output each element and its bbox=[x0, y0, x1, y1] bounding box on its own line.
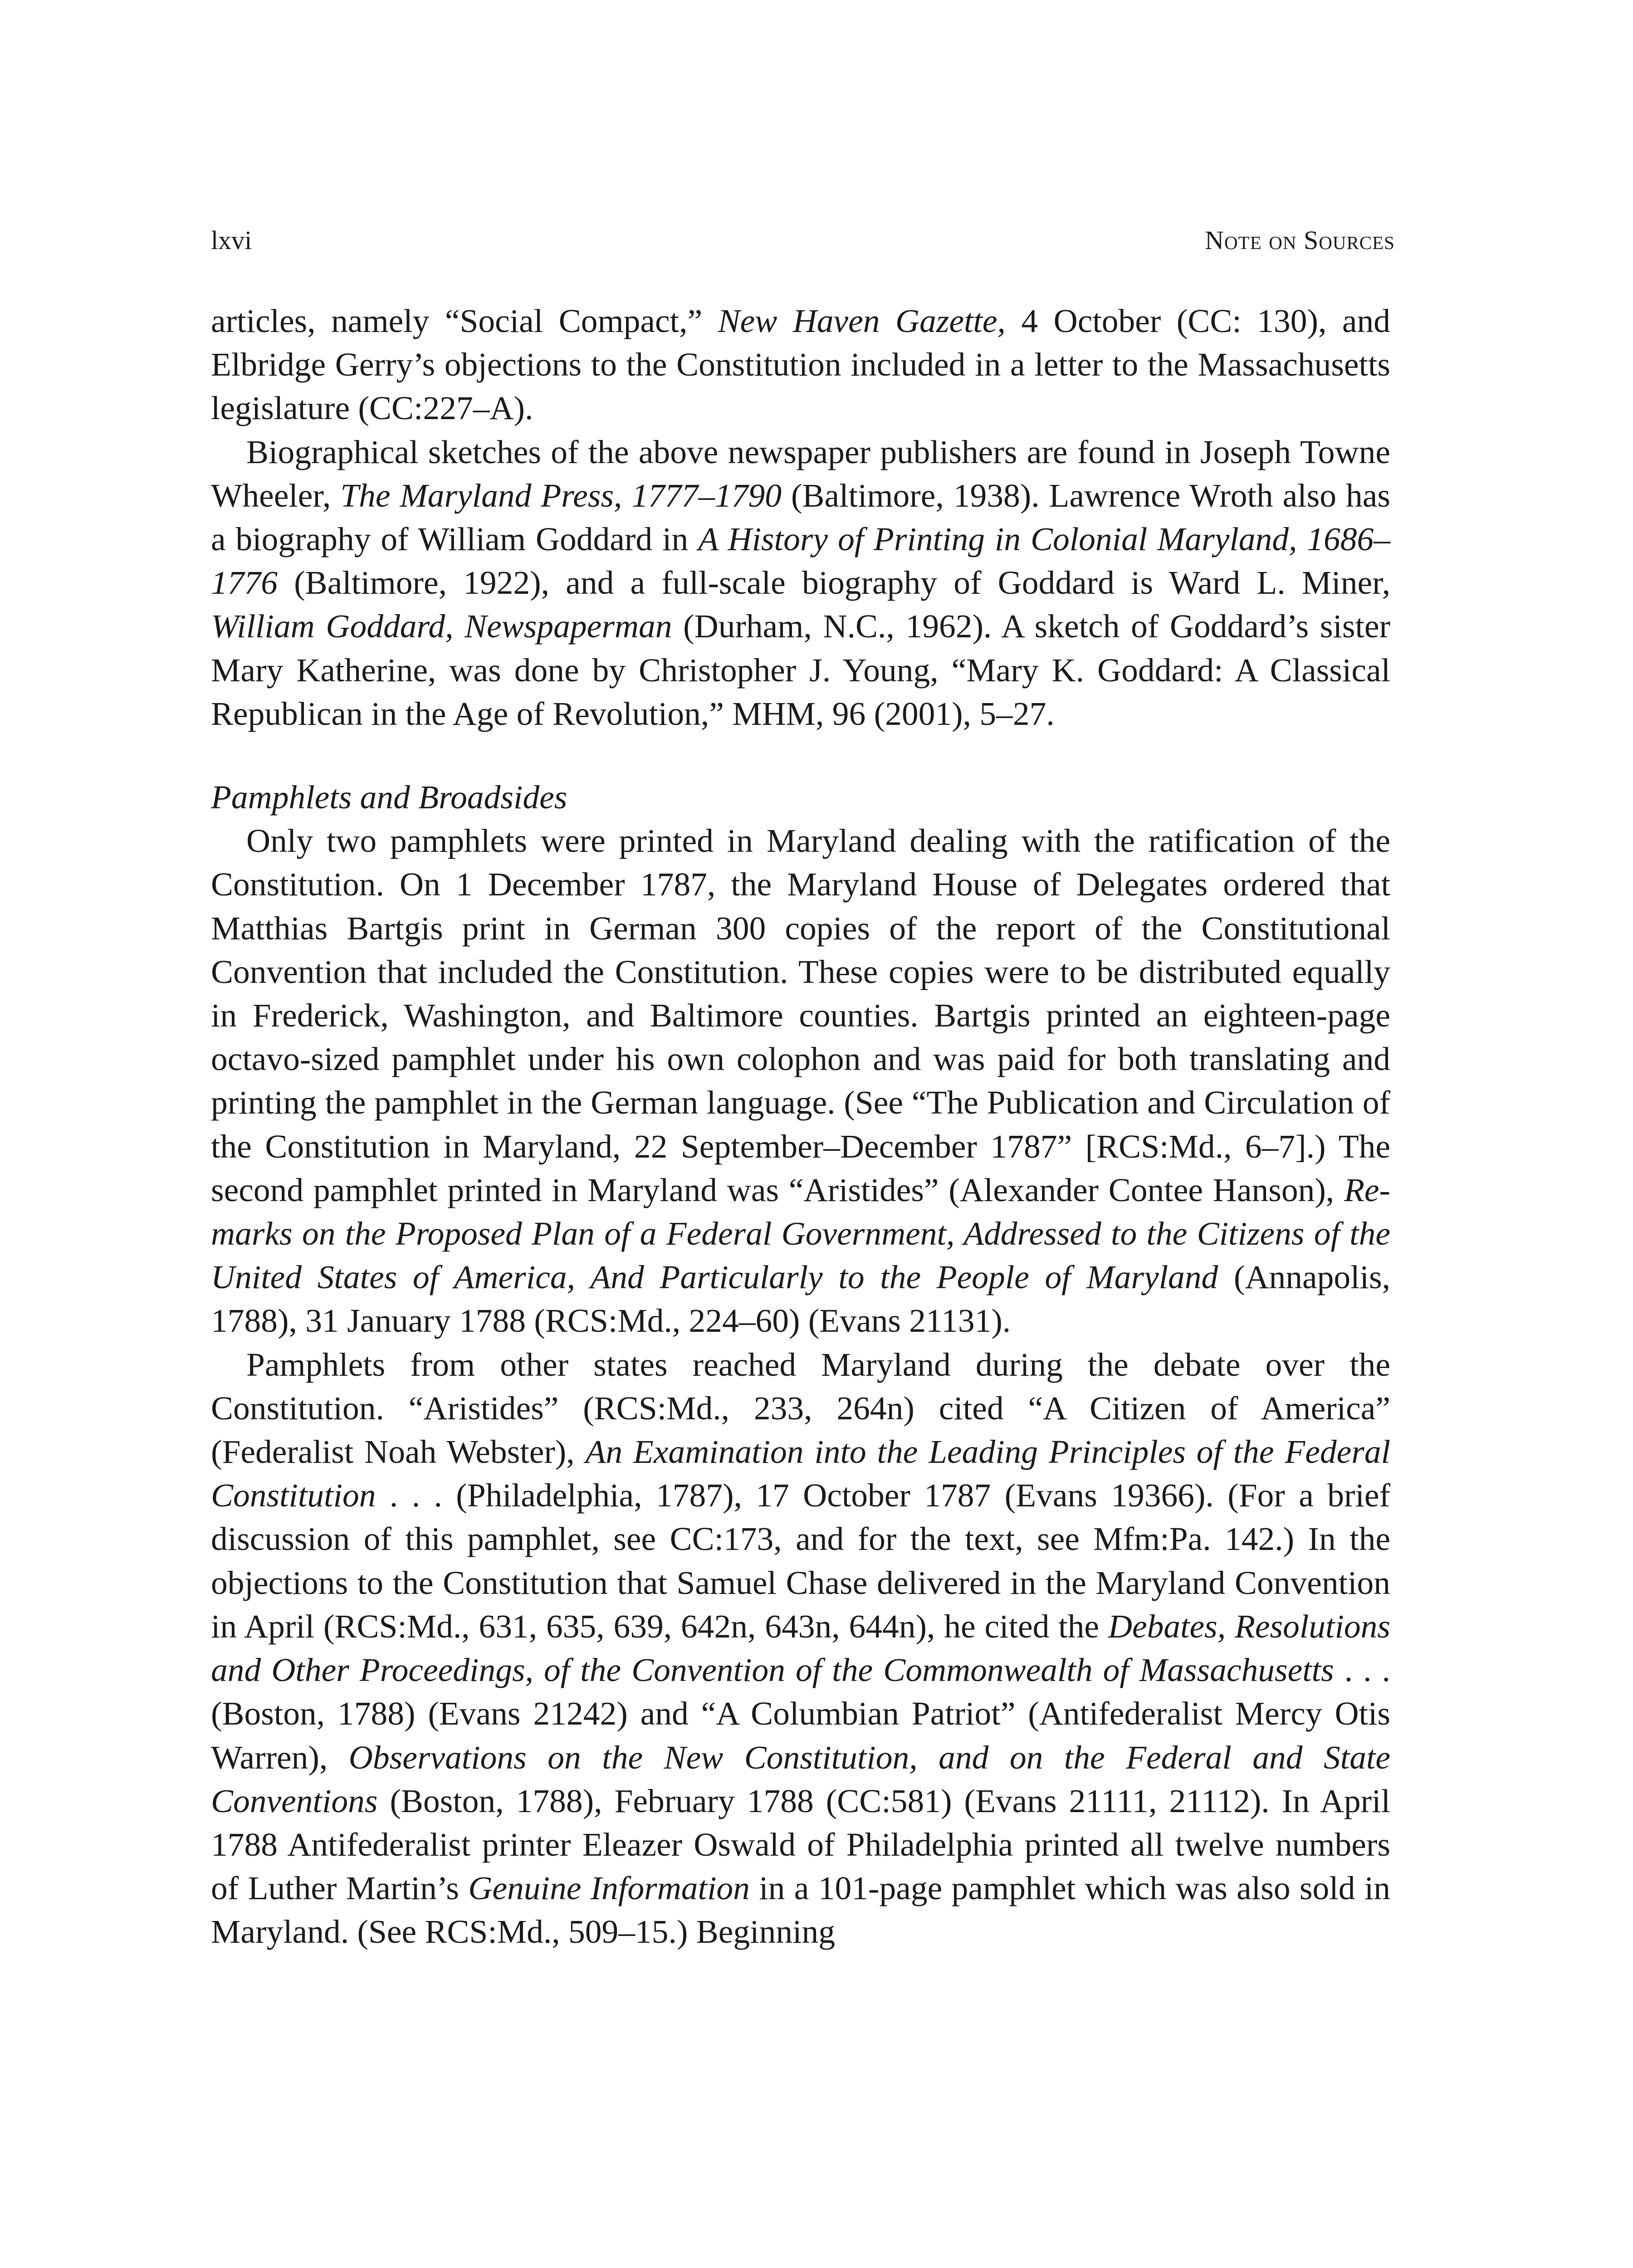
text-run: . . . (Boston, 1788) (Evans 21242) and “A Columbian Patriot” (Antifederalist Mercy Otis Warren), bbox=[211, 1652, 1391, 1776]
italic-title: An Examination into the Leading Principles of the Federal Constitution bbox=[211, 1433, 1390, 1514]
italic-title: William Goddard, Newspaperman bbox=[211, 608, 672, 645]
text-run: . . . (Philadelphia, 1787), 17 October 1787 (Evans 19366). (For a brief discussion of this pamphlet, see CC:173, and for the text, see Mfm:Pa. 142.) In the objections to the Constitution that Samuel Chase delivered in the Maryland Convention in April (RCS:Md., 631, 635, 639, 642n, 643n, 644n), he cited the bbox=[211, 1477, 1390, 1645]
italic-title: The Maryland Press, 1777–1790 bbox=[340, 477, 782, 514]
section-title: Note on Sources bbox=[1205, 225, 1395, 255]
text-run: (Baltimore, 1922), and a full-scale biography of Goddard is Ward L. Miner, bbox=[278, 564, 1390, 601]
book-page bbox=[211, 218, 1395, 1954]
italic-title: Genuine Information bbox=[468, 1870, 750, 1907]
text-run: 4 October (CC: 130), and Elbridge Gerry’s objections to the Constitution included in a letter to the Massachusetts legislature (CC:227–A). bbox=[211, 303, 1391, 427]
text-run: (Durham, N.C., 1962). A sketch of Goddard’s sister Mary Katherine, was done by Christopher J. Young, “Mary K. Goddard: A Classical Republican in the Age of Revolution,” MHM, 96 (2001), 5–27. bbox=[211, 608, 1391, 732]
subheading: Pamphlets and Broadsides bbox=[211, 779, 567, 816]
text-run: Biographical sketches of the above newspaper publishers are found in Joseph Towne Wheeler, bbox=[211, 433, 1390, 514]
text-run: (Annapolis, 1788), 31 January 1788 (RCS:Md., 224–60) (Evans 21131). bbox=[211, 1259, 1390, 1339]
running-head bbox=[211, 218, 1395, 268]
body-text-before bbox=[211, 299, 1390, 736]
text-run: articles, namely “Social Compact,” bbox=[211, 303, 718, 339]
paragraph bbox=[211, 819, 1390, 1343]
paragraph bbox=[211, 1343, 1390, 1954]
italic-title: Debates, Resolutions and Other Proceedings, of the Convention of the Commonwealth of Massachusetts bbox=[211, 1608, 1390, 1689]
body-text-after bbox=[211, 819, 1390, 1954]
italic-title: New Haven Gazette, bbox=[718, 303, 1006, 339]
italic-title: Remarks on the Proposed Plan of a Federal Government, Addressed to the Citizens of the United States of America, And Particularly to the People of Maryland bbox=[211, 1171, 1390, 1296]
text-run: Pamphlets from other states reached Maryland during the debate over the Constitution. “Aristides” (RCS:Md., 233, 264n) cited “A Citizen of America” (Federalist Noah Webster), bbox=[211, 1346, 1390, 1471]
italic-title: A History of Printing in Colonial Maryland, 1686–1776 bbox=[211, 521, 1390, 601]
page-number: lxvi bbox=[211, 225, 252, 255]
text-run: in a 101-page pamphlet which was also sold in Maryland. (See RCS:Md., 509–15.) Beginning bbox=[211, 1870, 1390, 1950]
paragraph bbox=[211, 430, 1390, 736]
italic-title: Observations on the New Constitution, and on the Federal and State Conventions bbox=[211, 1739, 1390, 1819]
paragraph bbox=[211, 299, 1390, 430]
text-run: (Boston, 1788), February 1788 (CC:581) (Evans 21111, 21112). In April 1788 Antifederalist printer Eleazer Oswald of Philadelphia printed all twelve numbers of Luther Martin’s bbox=[211, 1782, 1390, 1907]
text-run: (Baltimore, 1938). Lawrence Wroth also has a biography of William Goddard in bbox=[211, 477, 1390, 558]
text-run: Only two pamphlets were printed in Maryland dealing with the ratification of the Constitution. On 1 December 1787, the Maryland House of Delegates ordered that Matthias Bartgis print in German 300 copies of the report of the Constitutional Convention that included the Constitution. These copies were to be distributed equally in Frederick, Washington, and Baltimore counties. Bartgis printed an eighteen-page octavo-sized pamphlet under his own colophon and was paid for both translating and printing the pamphlet in the German language. (See “The Publication and Circulation of the Constitution in Maryland, 22 September–December 1787” [RCS:Md., 6–7].) The second pamphlet printed in Maryland was “Aristides” (Alexander Contee Hanson), bbox=[211, 822, 1390, 1208]
